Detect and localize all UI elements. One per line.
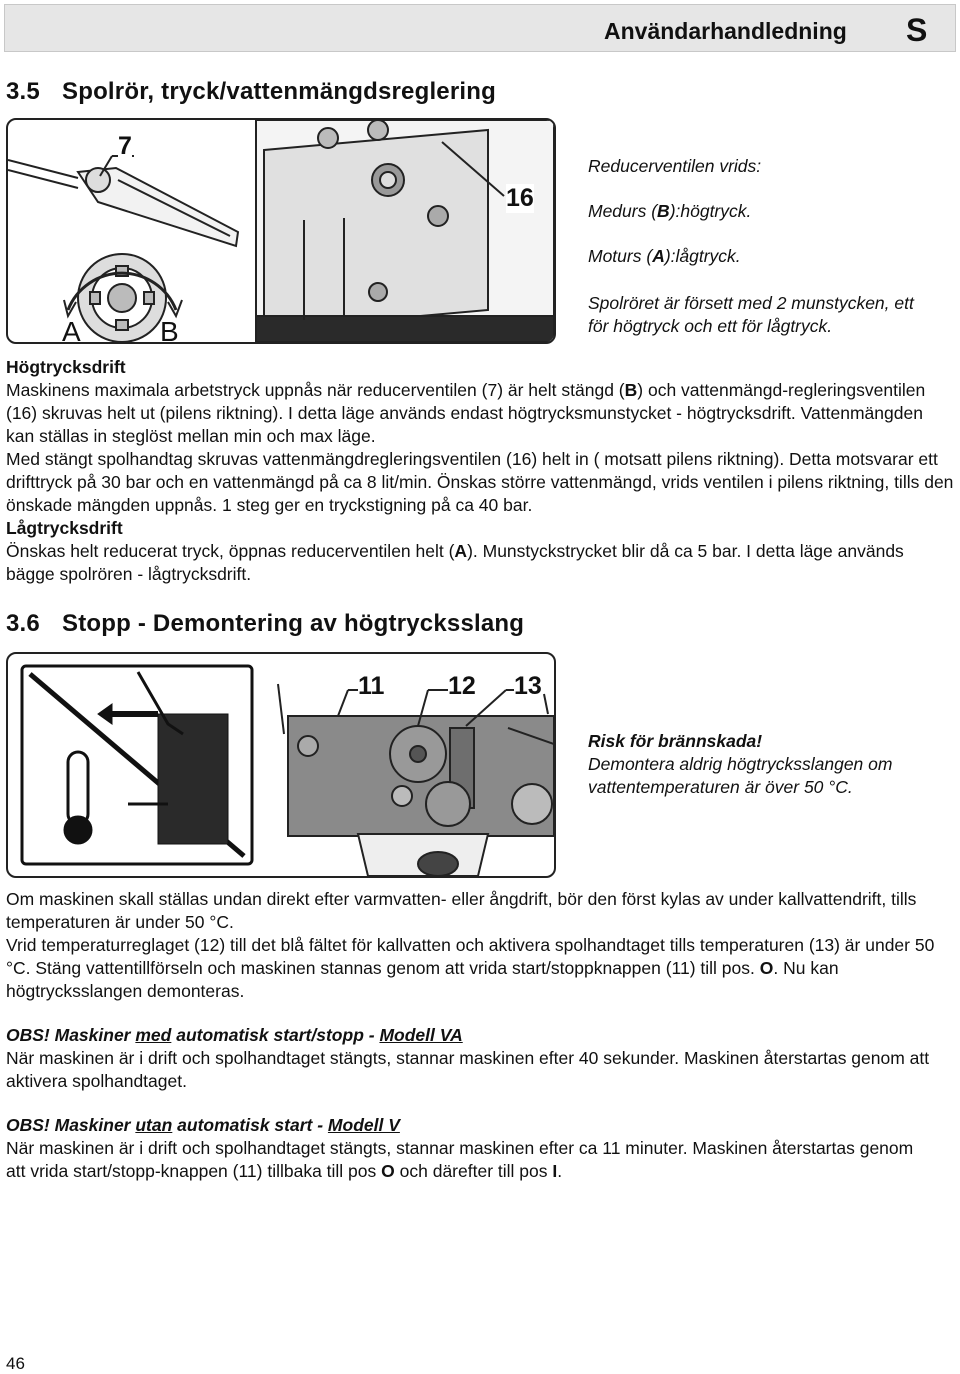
- letter-b: B: [160, 316, 179, 344]
- section-number: 3.5: [6, 78, 40, 105]
- side-text-line-3: Moturs (A):lågtryck.: [588, 246, 741, 266]
- language-code: S: [906, 12, 928, 48]
- side-text-line-2: Medurs (B):högtryck.: [588, 201, 752, 221]
- lance-illustration: [8, 120, 554, 342]
- side-text-line-5: för högtryck och ett för lågtryck.: [588, 316, 833, 336]
- warning-title: Risk för brännskada!: [588, 731, 763, 751]
- lp-heading: Lågtrycksdrift: [6, 518, 123, 538]
- warning-line-1: Demontera aldrig högtrycksslangen om: [588, 754, 893, 774]
- label-16: 16: [506, 184, 534, 212]
- label-11: 11: [358, 672, 385, 700]
- side-text-line-4: Spolröret är försett med 2 munstycken, ett: [588, 293, 914, 313]
- hp-heading: Högtrycksdrift: [6, 357, 126, 377]
- section-number: 3.6: [6, 610, 40, 637]
- label-7: 7: [118, 132, 132, 160]
- section-title: Spolrör, tryck/vattenmängdsreglering: [62, 78, 496, 105]
- hp-paragraph-1: Maskinens maximala arbetstryck uppnås när reducerventilen (7) är helt stängd (B) och vattenmängd-regleringsventilen (16) skruvas helt ut (pilens riktning). I detta läge används endast högtrycksmunstycket - högtrycksdrift. Vattenmängden kan ställas in steglöst mellan min och max läge.: [6, 380, 926, 446]
- paragraph-stop: Vrid temperaturreglaget (12) till det blå fältet för kallvatten och aktivera spolhandtaget tills temperaturen (13) är under 50 °C. Stäng vattentillförseln och maskinen stannas genom att vrida start/stoppknappen (11) till pos. O. Nu kan högtrycksslangen demonteras.: [6, 935, 935, 1001]
- letter-a: A: [62, 316, 81, 344]
- obs-text-v: När maskinen är i drift och spolhandtaget stängts, stannar maskinen efter ca 11 minuter. Maskinen återstartas genom att vrida start/stopp-knappen (11) tillbaka till pos O och därefter till pos I.: [6, 1138, 914, 1181]
- hp-paragraph-2: Med stängt spolhandtag skruvas vattenmängdregleringsventilen (16) helt in ( motsatt pilens riktning). Detta motsvarar ett drifttryck på 30 bar och en vattenmängd på ca 8 lit/min. Önskas större vattenmängd, vrids ventilen i pilens riktning, tills den önskade mängden uppnås. 1 steg ger en tryckstigning på ca 40 bar.: [6, 449, 954, 515]
- obs-auto-start: [6, 1114, 954, 1183]
- section-title: Stopp - Demontering av högtrycksslang: [62, 610, 525, 637]
- page-number: 46: [6, 1354, 25, 1373]
- obs-auto-start-stop: [6, 1024, 954, 1093]
- warning-line-2: vattentemperaturen är över 50 °C.: [588, 777, 853, 797]
- figure-lance-and-valves: [6, 118, 556, 344]
- section-3-6-body: [6, 888, 954, 1003]
- section-heading-3-5: [6, 78, 496, 106]
- obs-text-va: När maskinen är i drift och spolhandtaget stängts, stannar maskinen efter 40 sekunder. Maskinen återstartas genom att aktivera spolhandtaget.: [6, 1048, 930, 1091]
- label-12: 12: [448, 672, 476, 700]
- lp-paragraph: Önskas helt reducerat tryck, öppnas reducerventilen helt (A). Munstyckstrycket blir då ca 5 bar. I detta läge används bägge spolrören - lågtrycksdrift.: [6, 541, 904, 584]
- paragraph-cooling: Om maskinen skall ställas undan direkt efter varmvatten- eller ångdrift, bör den först kylas av under kallvattendrift, tills temperaturen är under 50 °C.: [6, 889, 917, 932]
- side-text-line-1: Reducerventilen vrids:: [588, 156, 762, 176]
- header-title: Användarhandledning: [604, 18, 847, 44]
- section-3-5-body: [6, 356, 954, 586]
- section-heading-3-6: [6, 610, 524, 638]
- label-13: 13: [514, 672, 542, 700]
- obs-heading-va: OBS! Maskiner med automatisk start/stopp - Modell VA: [6, 1025, 463, 1045]
- obs-heading-v: OBS! Maskiner utan automatisk start - Modell V: [6, 1115, 400, 1135]
- figure-stop-hose: [6, 652, 556, 878]
